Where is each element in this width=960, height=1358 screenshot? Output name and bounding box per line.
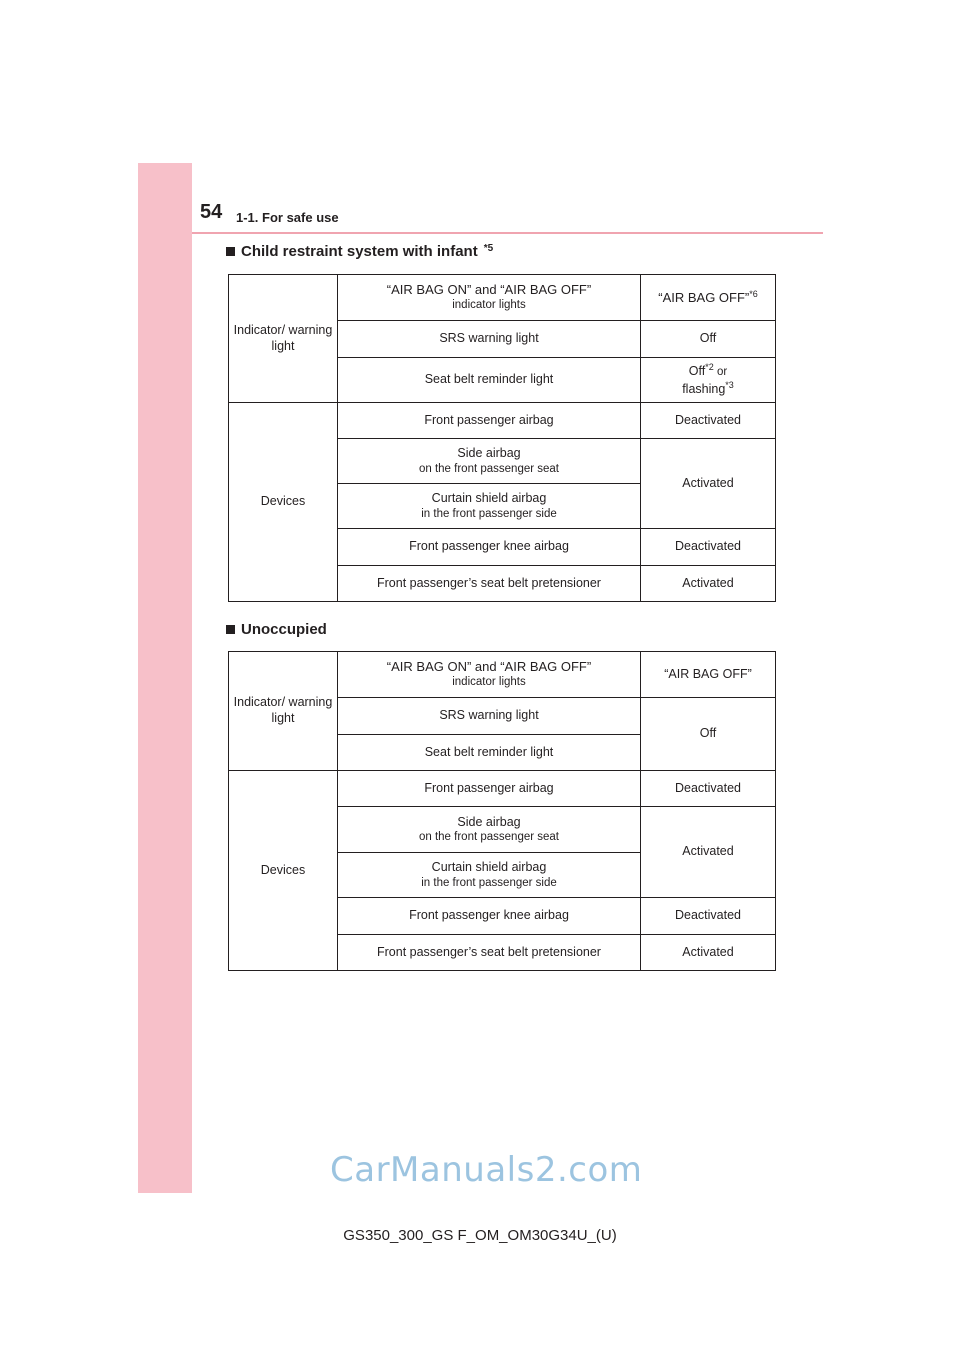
side-airbag-cell: Side airbag on the front passenger seat xyxy=(338,439,641,484)
seatbelt-state-cell: Off$^{*2}$ or flashing$^{*3}$ xyxy=(641,358,776,403)
group-devices-cell: Devices xyxy=(229,403,338,602)
group-indicator-cell: Indicator/ warning light xyxy=(229,652,338,771)
side-curtain-state-cell: Activated xyxy=(641,807,776,898)
front-airbag-state-cell: Deactivated xyxy=(641,771,776,807)
footnote-ref: *5 xyxy=(483,243,494,254)
watermark-logo: CarManuals2.com xyxy=(330,1150,643,1190)
knee-airbag-cell: Front passenger knee airbag xyxy=(338,529,641,566)
bullet-square-icon xyxy=(226,247,235,256)
seatbelt-light-cell: Seat belt reminder light xyxy=(338,358,641,403)
indicator-state-cell: “AIR BAG OFF”$^{*6}$ xyxy=(641,275,776,321)
srs-light-cell: SRS warning light xyxy=(338,698,641,735)
front-airbag-cell: Front passenger airbag xyxy=(338,771,641,807)
indicator-lights-cell: “AIR BAG ON” and “AIR BAG OFF” indicator lights xyxy=(338,275,641,321)
pretensioner-state-cell: Activated xyxy=(641,566,776,602)
heading-child-restraint-infant xyxy=(226,243,493,260)
indicator-state-cell: “AIR BAG OFF” xyxy=(641,652,776,698)
table-row xyxy=(229,771,776,807)
heading-text: Unoccupied xyxy=(241,621,327,638)
side-airbag-cell: Side airbag on the front passenger seat xyxy=(338,807,641,853)
srs-light-cell: SRS warning light xyxy=(338,321,641,358)
seatbelt-light-cell: Seat belt reminder light xyxy=(338,735,641,771)
knee-airbag-state-cell: Deactivated xyxy=(641,529,776,566)
pretensioner-cell: Front passenger’s seat belt pretensioner xyxy=(338,935,641,971)
page-number: 54 xyxy=(200,201,223,223)
knee-airbag-cell: Front passenger knee airbag xyxy=(338,898,641,935)
curtain-airbag-cell: Curtain shield airbag in the front passenger side xyxy=(338,484,641,529)
table-row xyxy=(229,275,776,321)
heading-text: Child restraint system with infant xyxy=(241,243,478,260)
front-airbag-cell: Front passenger airbag xyxy=(338,403,641,439)
infant-status-table xyxy=(228,274,776,602)
heading-unoccupied xyxy=(226,621,327,638)
table-row xyxy=(229,652,776,698)
curtain-airbag-cell: Curtain shield airbag in the front passenger side xyxy=(338,853,641,898)
side-curtain-state-cell: Activated xyxy=(641,439,776,529)
bullet-square-icon xyxy=(226,625,235,634)
front-airbag-state-cell: Deactivated xyxy=(641,403,776,439)
pretensioner-cell: Front passenger’s seat belt pretensioner xyxy=(338,566,641,602)
unoccupied-status-table xyxy=(228,651,776,971)
knee-airbag-state-cell: Deactivated xyxy=(641,898,776,935)
table-row xyxy=(229,403,776,439)
side-color-band xyxy=(138,163,192,1193)
group-indicator-cell: Indicator/ warning light xyxy=(229,275,338,403)
section-title: 1-1. For safe use xyxy=(236,210,339,225)
pretensioner-state-cell: Activated xyxy=(641,935,776,971)
srs-state-cell: Off xyxy=(641,321,776,358)
srs-seatbelt-state-cell: Off xyxy=(641,698,776,771)
group-devices-cell: Devices xyxy=(229,771,338,971)
footer-doc-code: GS350_300_GS F_OM_OM30G34U_(U) xyxy=(343,1227,617,1244)
indicator-lights-cell: “AIR BAG ON” and “AIR BAG OFF” indicator lights xyxy=(338,652,641,698)
header-divider xyxy=(192,232,823,234)
